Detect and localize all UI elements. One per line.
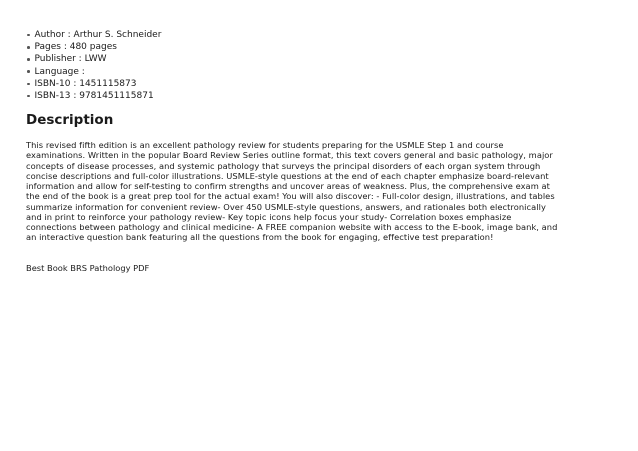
metadata-isbn10-text: ISBN-10 : 1451115873 <box>34 78 137 89</box>
description-line: connections between pathology and clinical medicine- A FREE companion website with access to the E-book, image bank, and <box>26 222 558 232</box>
description-line: information and allow for self-testing to confirm strengths and uncover areas of weakness. Plus, the comprehensive exam at <box>26 181 550 191</box>
description-line: and in print to reinforce your pathology review- Key topic icons help focus your study- Correlation boxes emphasize <box>26 211 512 222</box>
book-metadata-list <box>26 29 161 102</box>
footer-book-title: Best Book BRS Pathology PDF <box>26 263 150 273</box>
metadata-language <box>26 66 161 78</box>
metadata-pages <box>26 41 161 53</box>
metadata-language-text: Language : <box>34 66 85 77</box>
bullet-icon <box>27 34 30 37</box>
bullet-icon <box>27 58 30 61</box>
metadata-pages-text: Pages : 480 pages <box>34 42 117 53</box>
metadata-publisher <box>26 53 161 65</box>
description-heading: Description <box>26 112 114 128</box>
bullet-icon <box>27 83 30 86</box>
description-line: summarize information for convenient review- Over 450 USMLE-style questions, answers, and rationales both electronically <box>26 201 546 212</box>
description-line: an interactive question bank featuring all the questions from the book for engaging, effective test preparation! <box>26 232 494 243</box>
bullet-icon <box>27 46 30 49</box>
metadata-isbn13 <box>26 90 161 102</box>
description-line: concise descriptions and full-color illustrations. USMLE-style questions at the end of each chapter emphasize board-relevant <box>26 170 549 181</box>
bullet-icon <box>27 95 30 98</box>
metadata-publisher-text: Publisher : LWW <box>34 54 107 65</box>
metadata-author-text: Author : Arthur S. Schneider <box>34 30 162 40</box>
description-body <box>26 140 616 243</box>
description-line: concepts of disease processes, and systemic pathology that surveys the principal disorders of each organ system through <box>26 160 541 171</box>
description-line: the end of the book is a great prep tool for the actual exam! You will also discover: - Full-color design, illustrations, and tables <box>26 191 555 202</box>
metadata-isbn10 <box>26 78 161 90</box>
metadata-isbn13-text: ISBN-13 : 9781451115871 <box>34 91 154 102</box>
description-line: This revised fifth edition is an excellent pathology review for students preparing for the USMLE Step 1 and course <box>26 140 504 150</box>
metadata-author <box>26 29 161 41</box>
bullet-icon <box>27 70 30 73</box>
description-line: examinations. Written in the popular Board Review Series outline format, this text covers general and basic pathology, major <box>26 150 553 161</box>
